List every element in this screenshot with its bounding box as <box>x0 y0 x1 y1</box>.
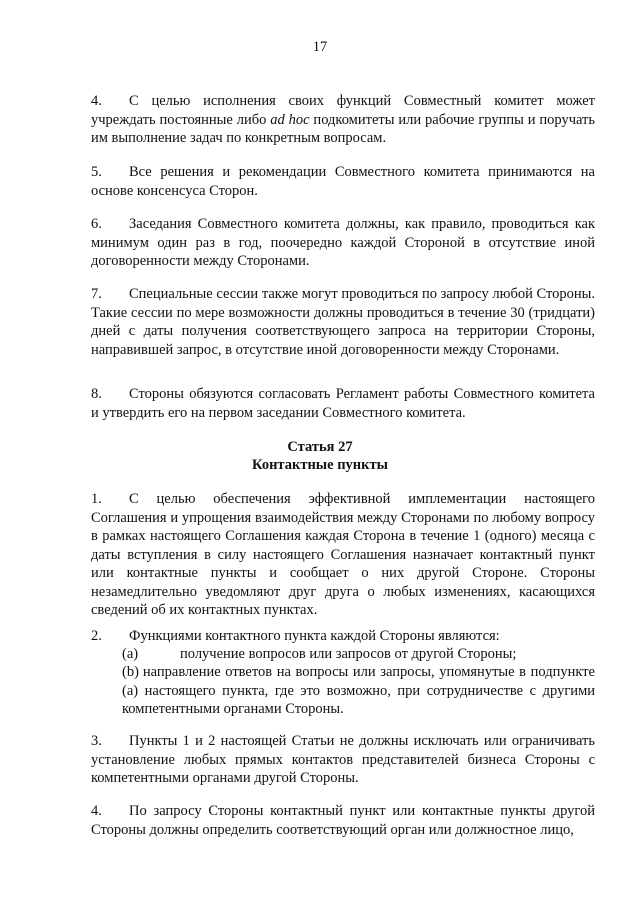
paragraph-text: Заседания Совместного комитета должны, как правило, проводиться как минимум один раз в год, поочередно каждой Стороной в отсутствие иной договоренности между Сторонами. <box>91 216 595 269</box>
sub-item-text: направление ответов на вопросы или запросы, упомянутые в подпункте (a) настоящего пункта, где это возможно, при сотрудничестве с другими компетентными органами Стороны. <box>122 664 595 717</box>
page-number: 17 <box>312 39 328 55</box>
article-subtitle: Контактные пункты <box>252 457 388 473</box>
article-paragraph-4 <box>91 802 595 839</box>
article-paragraph-1 <box>91 490 595 620</box>
paragraph-7 <box>91 285 595 359</box>
paragraph-4 <box>91 92 595 148</box>
article-paragraph-2 <box>91 627 595 646</box>
paragraph-number: 8. <box>91 386 102 402</box>
paragraph-text: Функциями контактного пункта каждой Стороны являются: <box>129 628 500 644</box>
paragraph-text: С целью обеспечения эффективной имплементации настоящего Соглашения и упрощения взаимодействия между Сторонами по любому вопросу в рамках настоящего Соглашения каждая Сторона в течение 1 (одного) месяца с даты вступления в силу настоящего Соглашения назначает контактный пункт или контактные пункты и сообщает о них другой Стороне. Стороны незамедлительно уведомляют друг друга о любых изменениях, касающихся сведений об их контактных пунктах. <box>91 491 595 618</box>
paragraph-8 <box>91 385 595 422</box>
sub-item-label: (b) <box>122 664 139 680</box>
paragraph-6 <box>91 215 595 271</box>
paragraph-number: 7. <box>91 286 102 302</box>
paragraph-number: 3. <box>91 733 102 749</box>
italic-term: ad hoc <box>270 111 310 128</box>
paragraph-number: 4. <box>91 93 102 109</box>
sub-item-label: (a) <box>122 646 139 662</box>
paragraph-number: 5. <box>91 164 102 180</box>
paragraph-text: Пункты 1 и 2 настоящей Статьи не должны исключать или ограничивать установление любых прямых контактов представителей бизнеса Стороны с компетентными органами другой Стороны. <box>91 733 595 786</box>
paragraph-text: Все решения и рекомендации Совместного комитета принимаются на основе консенсуса Сторон. <box>91 164 595 199</box>
paragraph-number: 4. <box>91 803 102 819</box>
paragraph-5 <box>91 163 595 200</box>
paragraph-number: 6. <box>91 216 102 232</box>
sub-item-text: получение вопросов или запросов от другой Стороны; <box>180 646 517 662</box>
article-paragraph-3 <box>91 732 595 788</box>
paragraph-text-cont: подкомитеты или рабочие группы и поручать им выполнение задач по конкретным вопросам. <box>91 111 595 146</box>
article-title: Статья 27 <box>287 439 353 455</box>
paragraph-number: 1. <box>91 491 102 507</box>
paragraph-text: С целью исполнения своих функций Совместный комитет может учреждать постоянные либо <box>91 93 595 128</box>
sub-item-b <box>122 663 595 719</box>
paragraph-text: По запросу Стороны контактный пункт или контактные пункты другой Стороны должны определить соответствующий орган или должностное лицо, <box>91 803 595 838</box>
paragraph-text: Специальные сессии также могут проводиться по запросу любой Стороны. Такие сессии по мере возможности должны проводиться в течение 30 (тридцати) дней с даты получения соответствующего запроса на территории Стороны, направившей запрос, в отсутствие иной договоренности между Сторонами. <box>91 286 595 358</box>
paragraph-text: Стороны обязуются согласовать Регламент работы Совместного комитета и утвердить его на первом заседании Совместного комитета. <box>91 386 595 421</box>
sub-item-a <box>122 645 595 664</box>
paragraph-number: 2. <box>91 628 102 644</box>
